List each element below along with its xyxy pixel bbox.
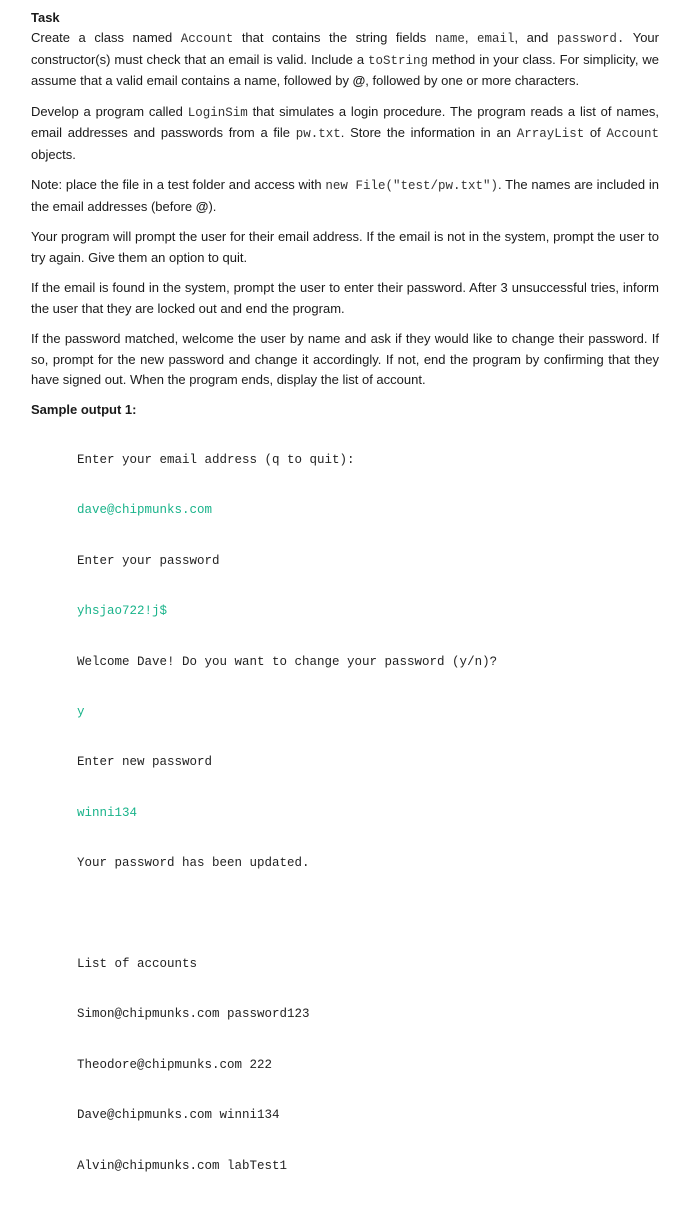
paragraph-prompt-email: Your program will prompt the user for their email address. If the email is not in the system, prompt the user to try again. Give them an option to quit. <box>31 229 659 265</box>
console-line: Alvin@chipmunks.com labTest1 <box>77 1158 288 1173</box>
paragraph-welcome: If the password matched, welcome the user by name and ask if they would like to change their password. If so, prompt for the new password and change it accordingly. If not, end the program by confirming that they have signed out. When the program ends, display the list of account. <box>31 331 659 387</box>
at-symbol: @ <box>195 198 209 214</box>
console-user-input: winni134 <box>77 805 138 820</box>
console-line: Dave@chipmunks.com winni134 <box>77 1108 280 1123</box>
code-pw-txt: pw.txt <box>295 127 341 141</box>
code-arraylist: ArrayList <box>516 127 585 141</box>
code-name: name <box>434 32 465 46</box>
text: ). <box>208 198 217 214</box>
console-user-input: y <box>77 705 85 720</box>
paragraph-loginsim <box>31 102 659 166</box>
sample-output-title: Sample output 1: <box>31 401 137 417</box>
code-account: Account <box>180 32 234 46</box>
at-symbol: @ <box>352 73 366 88</box>
sample-console-output <box>77 419 659 1208</box>
text: that simulates a login procedure. The program reads a list of names, email addresses and passwords from a file <box>31 103 660 140</box>
code-tostring: toString <box>367 53 428 68</box>
console-line: Enter your email address (q to quit): <box>77 453 355 468</box>
paragraph-note <box>31 175 659 217</box>
paragraph-account-class <box>31 28 659 92</box>
text: . The names are included in the email addresses (before <box>31 177 659 214</box>
text: method in your class. For simplicity, we assume that a valid email contains a name, followed by <box>31 51 659 88</box>
console-line: Enter new password <box>77 755 213 770</box>
console-blank-line <box>77 906 659 923</box>
task-document <box>31 8 659 1208</box>
text: Develop a program called <box>31 103 188 119</box>
console-line: Enter your password <box>77 553 220 568</box>
console-user-input: dave@chipmunks.com <box>77 503 213 518</box>
console-user-input: yhsjao722!j$ <box>77 604 168 619</box>
console-line: Your password has been updated. <box>77 856 310 871</box>
console-line: List of accounts <box>77 957 198 971</box>
task-heading: Task <box>31 10 60 25</box>
code-account: Account <box>606 127 659 141</box>
text: objects. <box>31 146 76 162</box>
code-email: email <box>477 32 515 46</box>
text: Your constructor(s) must check that an email is valid. Include a <box>31 30 659 67</box>
code-loginsim: LoginSim <box>187 105 248 120</box>
code-password: password. <box>556 32 625 46</box>
text: Create a class named <box>31 30 181 45</box>
text: of <box>584 125 607 140</box>
code-new-file: new File("test/pw.txt") <box>325 179 499 193</box>
paragraph-prompt-password: If the email is found in the system, prompt the user to enter their password. After 3 unsuccessful tries, inform the user that they are locked out and end the program. <box>31 280 659 316</box>
console-line: Welcome Dave! Do you want to change your password (y/n)? <box>77 654 498 669</box>
text: , <box>464 30 477 45</box>
text: that contains the string fields <box>233 30 435 45</box>
text: , followed by one or more characters. <box>365 73 580 88</box>
console-line: Theodore@chipmunks.com 222 <box>77 1057 273 1072</box>
console-line: Simon@chipmunks.com password123 <box>77 1007 310 1022</box>
text: . Store the information in an <box>340 125 517 140</box>
text: Note: place the file in a test folder and access with <box>31 177 326 192</box>
text: , and <box>514 30 557 45</box>
